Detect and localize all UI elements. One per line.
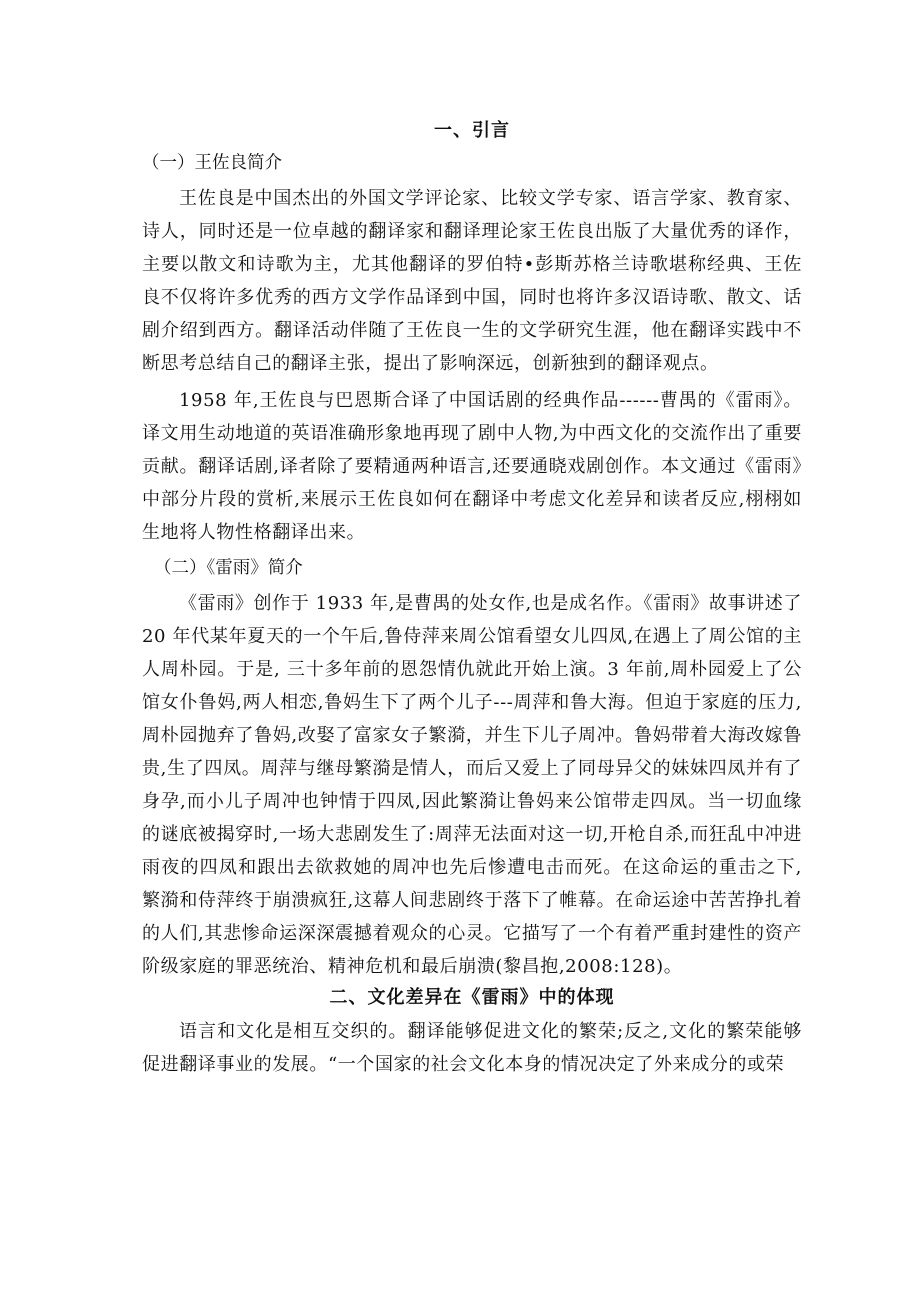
subsection-heading-thunderstorm: （二）《雷雨》简介 bbox=[154, 558, 303, 578]
paragraph-wang-zuoliang-bio: 王佐良是中国杰出的外国文学评论家、比较文学专家、语言学家、教育家、诗人，同时还是一位卓越的翻译家和翻译理论家王佐良出版了大量优秀的译作，主要以散文和诗歌为主，尤其他翻译的罗伯特•彭斯苏格兰诗歌堪称经典、王佐良不仅将许多优秀的西方文学作品译到中国，同时也将许多汉语诗歌、散文、话剧介绍到西方。翻译活动伴随了王佐良一生的文学研究生涯，他在翻译实践中不断思考总结自己的翻译主张，提出了影响深远，创新独到的翻译观点。 bbox=[142, 188, 802, 374]
subsection-heading-wang-zuoliang: （一）王佐良简介 bbox=[142, 153, 282, 173]
document-body bbox=[142, 116, 802, 1081]
paragraph-language-and-culture: 语言和文化是相互交织的。翻译能够促进文化的繁荣;反之,文化的繁荣能够促进翻译事业的发展。“一个国家的社会文化本身的情况决定了外来成分的或荣 bbox=[142, 1021, 802, 1075]
paragraph-thunderstorm-translation: 1958 年,王佐良与巴恩斯合译了中国话剧的经典作品------曹禺的《雷雨》。译文用生动地道的英语准确形象地再现了剧中人物,为中西文化的交流作出了重要贡献。翻译话剧,译者除了要精通两种语言,还要通晓戏剧创作。本文通过《雷雨》中部分片段的赏析,来展示王佐良如何在翻译中考虑文化差异和读者反应,栩栩如生地将人物性格翻译出来。 bbox=[142, 390, 802, 543]
section-heading-introduction: 一、引言 bbox=[434, 120, 510, 141]
section-heading-cultural-differences: 二、文化差异在《雷雨》中的体现 bbox=[329, 987, 615, 1008]
paragraph-thunderstorm-synopsis: 《雷雨》创作于 1933 年,是曹禺的处女作,也是成名作。《雷雨》故事讲述了 20 年代某年夏天的一个午后,鲁侍萍来周公馆看望女儿四凤,在遇上了周公馆的主人周朴园。于是, 三十多年前的恩怨情仇就此开始上演。3 年前,周朴园爱上了公馆女仆鲁妈,两人相恋,鲁妈生下了两个儿子---周萍和鲁大海。但迫于家庭的压力,周朴园抛弃了鲁妈,改娶了富家女子繁漪，并生下儿子周冲。鲁妈带着大海改嫁鲁贵,生了四凤。周萍与继母繁漪是情人，而后又爱上了同母异父的妹妹四凤并有了身孕,而小儿子周冲也钟情于四凤,因此繁漪让鲁妈来公馆带走四凤。当一切血缘的谜底被揭穿时,一场大悲剧发生了:周萍无法面对这一切,开枪自杀,而狂乱中冲进雨夜的四凤和跟出去欲救她的周冲也先后惨遭电击而死。在这命运的重击之下, 繁漪和侍萍终于崩溃疯狂,这幕人间悲剧终于落下了帷幕。在命运途中苦苦挣扎着的人们,其悲惨命运深深震撼着观众的心灵。它描写了一个有着严重封建性的资产阶级家庭的罪恶统治、精神危机和最后崩溃(黎昌抱,2008:128)。 bbox=[142, 593, 802, 977]
